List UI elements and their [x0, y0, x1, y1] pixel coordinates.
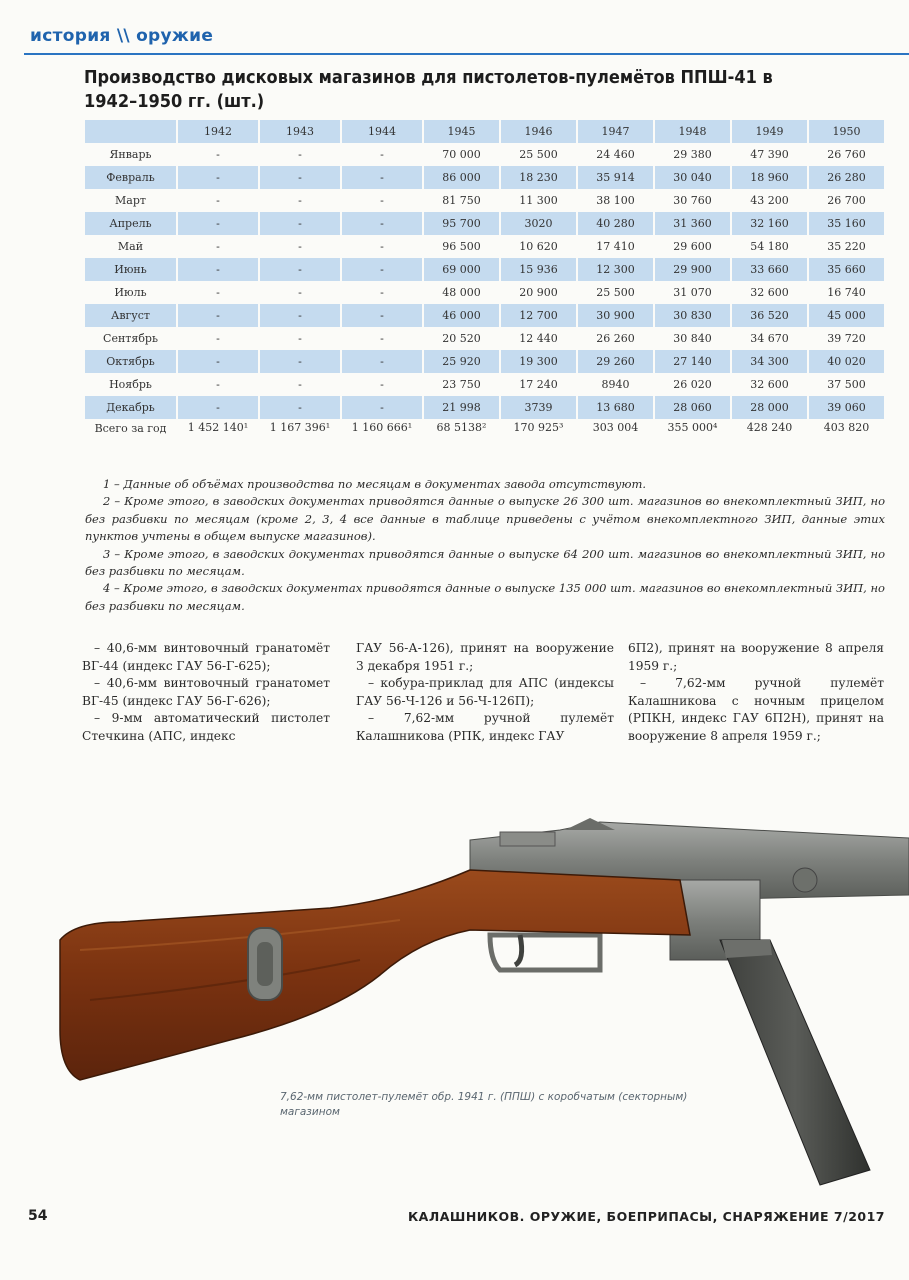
table-cell: - — [259, 396, 341, 419]
table-cell: 27 140 — [654, 350, 731, 373]
total-label: Всего за год — [85, 419, 177, 457]
table-cell: 8940 — [577, 373, 654, 396]
table-row — [85, 258, 885, 281]
table-cell: - — [341, 373, 423, 396]
table-cell: 30 830 — [654, 304, 731, 327]
table-cell: 26 260 — [577, 327, 654, 350]
table-cell: 1 452 140¹ — [177, 419, 259, 457]
table-cell: 39 720 — [808, 327, 885, 350]
table-cell: 3020 — [500, 212, 577, 235]
table-cell: 428 240 — [731, 419, 808, 457]
table-cell: 81 750 — [423, 189, 500, 212]
table-cell: - — [259, 189, 341, 212]
table-cell: 35 660 — [808, 258, 885, 281]
table-cell: - — [341, 166, 423, 189]
table-cell: 43 200 — [731, 189, 808, 212]
table-cell: 95 700 — [423, 212, 500, 235]
table-cell: - — [259, 235, 341, 258]
footnote: 2 – Кроме этого, в заводских документах приводятся данные о выпуске 26 300 шт. магазинов во внекомплектный ЗИП, но без разбивки по месяцам (кроме 2, 3, 4 все данные в таблице приведены с учётом внекомплектного ЗИП, данные этих пунктов учтены в общем выпуске магазинов). — [85, 494, 885, 544]
table-cell: 26 020 — [654, 373, 731, 396]
table-cell: - — [341, 350, 423, 373]
table-cell: 18 960 — [731, 166, 808, 189]
list-item-continuation: 6П2), принят на вооружение 8 апреля 1959 г.; — [628, 641, 884, 673]
text-column-3 — [628, 640, 884, 745]
month-label: Июнь — [85, 258, 177, 281]
table-cell: 96 500 — [423, 235, 500, 258]
table-cell: 34 300 — [731, 350, 808, 373]
table-cell: 69 000 — [423, 258, 500, 281]
footnote: 4 – Кроме этого, в заводских документах приводятся данные о выпуске 135 000 шт. магазинов во внекомплектный ЗИП, но без разбивки по месяцам. — [85, 581, 885, 613]
table-cell: 25 920 — [423, 350, 500, 373]
month-label: Январь — [85, 143, 177, 166]
table-cell: 1 160 666¹ — [341, 419, 423, 457]
table-cell: 34 670 — [731, 327, 808, 350]
total-row — [85, 419, 885, 457]
table-cell: 31 070 — [654, 281, 731, 304]
year-header: 1949 — [731, 120, 808, 143]
table-row — [85, 327, 885, 350]
month-label: Май — [85, 235, 177, 258]
year-header: 1950 — [808, 120, 885, 143]
year-header: 1948 — [654, 120, 731, 143]
table-cell: - — [177, 327, 259, 350]
table-cell: 23 750 — [423, 373, 500, 396]
month-label: Апрель — [85, 212, 177, 235]
photo-caption: 7,62-мм пистолет-пулемёт обр. 1941 г. (ППШ) с коробчатым (секторным) магазином — [280, 1091, 688, 1118]
footnotes — [85, 476, 885, 615]
year-header: 1943 — [259, 120, 341, 143]
table-cell: 25 500 — [577, 281, 654, 304]
table-cell: 20 900 — [500, 281, 577, 304]
table-cell: 70 000 — [423, 143, 500, 166]
table-row — [85, 235, 885, 258]
table-cell: - — [259, 166, 341, 189]
table-cell: 12 440 — [500, 327, 577, 350]
table-cell: 26 760 — [808, 143, 885, 166]
table-cell: - — [177, 166, 259, 189]
table-cell: 19 300 — [500, 350, 577, 373]
table-cell: 40 280 — [577, 212, 654, 235]
year-header: 1944 — [341, 120, 423, 143]
table-cell: 32 160 — [731, 212, 808, 235]
table-cell: - — [259, 304, 341, 327]
year-header: 1947 — [577, 120, 654, 143]
text-column-2 — [356, 640, 614, 745]
table-cell: 24 460 — [577, 143, 654, 166]
header-rule — [24, 53, 909, 55]
table-cell: 30 900 — [577, 304, 654, 327]
table-cell: 1 167 396¹ — [259, 419, 341, 457]
month-label: Октябрь — [85, 350, 177, 373]
table-cell: 31 360 — [654, 212, 731, 235]
table-cell: 33 660 — [731, 258, 808, 281]
list-item: – 7,62-мм ручной пулемёт Калашникова (РПК, индекс ГАУ — [356, 711, 614, 743]
table-cell: - — [177, 235, 259, 258]
table-cell: 10 620 — [500, 235, 577, 258]
table-cell: - — [177, 258, 259, 281]
list-item: – 7,62-мм ручной пулемёт Калашникова с ночным прицелом (РПКН, индекс ГАУ 6П2Н), принят на вооружение 8 апреля 1959 г.; — [628, 676, 884, 743]
table-cell: - — [341, 143, 423, 166]
footnote: 3 – Кроме этого, в заводских документах приводятся данные о выпуске 64 200 шт. магазинов во внекомплектный ЗИП, но без разбивки по месяцам. — [85, 546, 885, 579]
list-item: – кобура-приклад для АПС (индексы ГАУ 56-Ч-126 и 56-Ч-126П); — [356, 676, 614, 708]
table-cell: 25 500 — [500, 143, 577, 166]
text-column-1 — [82, 640, 330, 745]
table-cell: - — [259, 212, 341, 235]
table-cell: - — [177, 189, 259, 212]
table-cell: 30 760 — [654, 189, 731, 212]
table-cell: 303 004 — [577, 419, 654, 457]
table-cell: - — [341, 327, 423, 350]
table-cell: 17 410 — [577, 235, 654, 258]
table-cell: 32 600 — [731, 373, 808, 396]
table-cell: - — [341, 281, 423, 304]
table-cell: 29 260 — [577, 350, 654, 373]
year-header: 1942 — [177, 120, 259, 143]
table-cell: 12 300 — [577, 258, 654, 281]
table-cell: - — [259, 281, 341, 304]
table-cell: 39 060 — [808, 396, 885, 419]
table-cell: - — [341, 396, 423, 419]
table-cell: 28 060 — [654, 396, 731, 419]
list-item: – 9-мм автоматический пистолет Стечкина (АПС, индекс — [82, 711, 330, 743]
table-cell: 35 914 — [577, 166, 654, 189]
table-cell: 13 680 — [577, 396, 654, 419]
table-cell: 48 000 — [423, 281, 500, 304]
table-cell: - — [177, 396, 259, 419]
table-cell: 403 820 — [808, 419, 885, 457]
table-cell: - — [177, 143, 259, 166]
table-cell: 40 020 — [808, 350, 885, 373]
table-cell: 54 180 — [731, 235, 808, 258]
month-label: Февраль — [85, 166, 177, 189]
table-row — [85, 396, 885, 419]
table-cell: - — [341, 235, 423, 258]
table-cell: - — [177, 281, 259, 304]
table-cell: 30 040 — [654, 166, 731, 189]
year-header: 1946 — [500, 120, 577, 143]
table-cell: 38 100 — [577, 189, 654, 212]
table-row — [85, 373, 885, 396]
table-cell: 35 160 — [808, 212, 885, 235]
table-cell: - — [177, 373, 259, 396]
table-cell: 29 380 — [654, 143, 731, 166]
table-row — [85, 281, 885, 304]
table-cell: 47 390 — [731, 143, 808, 166]
table-cell: 16 740 — [808, 281, 885, 304]
table-cell: - — [341, 189, 423, 212]
month-label: Июль — [85, 281, 177, 304]
table-body — [85, 143, 885, 457]
table-row — [85, 304, 885, 327]
table-cell: 3739 — [500, 396, 577, 419]
table-cell: 32 600 — [731, 281, 808, 304]
table-cell: 11 300 — [500, 189, 577, 212]
table-row — [85, 166, 885, 189]
table-cell: 68 5138² — [423, 419, 500, 457]
table-cell: 37 500 — [808, 373, 885, 396]
table-cell: 170 925³ — [500, 419, 577, 457]
ppsh-submachine-gun-photo — [0, 800, 909, 1200]
table-header-row — [85, 120, 885, 143]
table-row — [85, 189, 885, 212]
year-header: 1945 — [423, 120, 500, 143]
section-tag: история \\ оружие — [30, 26, 214, 46]
table-cell: 30 840 — [654, 327, 731, 350]
table-title: Производство дисковых магазинов для пистолетов-пулемётов ППШ-41 в 1942–1950 гг. (шт.) — [84, 67, 773, 112]
production-table — [85, 120, 886, 457]
magazine-title: КАЛАШНИКОВ. ОРУЖИЕ, БОЕПРИПАСЫ, СНАРЯЖЕНИЕ 7/2017 — [407, 1209, 885, 1224]
table-cell: 20 520 — [423, 327, 500, 350]
page-number: 54 — [28, 1208, 48, 1224]
month-label: Декабрь — [85, 396, 177, 419]
month-label: Август — [85, 304, 177, 327]
table-cell: 45 000 — [808, 304, 885, 327]
month-label: Март — [85, 189, 177, 212]
table-cell: - — [259, 373, 341, 396]
table-cell: 355 000⁴ — [654, 419, 731, 457]
list-item: – 40,6-мм винтовочный гранатомет ВГ-45 (индекс ГАУ 56-Г-626); — [82, 676, 330, 708]
table-cell: 12 700 — [500, 304, 577, 327]
table-cell: - — [341, 304, 423, 327]
table-cell: - — [259, 143, 341, 166]
list-item: – 40,6-мм винтовочный гранатомёт ВГ-44 (индекс ГАУ 56-Г-625); — [82, 641, 330, 673]
footnote: 1 – Данные об объёмах производства по месяцам в документах завода отсутствуют. — [103, 477, 647, 491]
table-cell: 26 700 — [808, 189, 885, 212]
table-cell: 28 000 — [731, 396, 808, 419]
list-item-continuation: ГАУ 56-А-126), принят на вооружение 3 декабря 1951 г.; — [356, 641, 614, 673]
table-cell: 29 600 — [654, 235, 731, 258]
table-cell: - — [177, 304, 259, 327]
table-cell: 15 936 — [500, 258, 577, 281]
table-row — [85, 212, 885, 235]
table-cell: 46 000 — [423, 304, 500, 327]
table-cell: - — [177, 350, 259, 373]
table-cell: 17 240 — [500, 373, 577, 396]
table-cell: 26 280 — [808, 166, 885, 189]
table-cell: - — [341, 212, 423, 235]
table-cell: - — [259, 258, 341, 281]
month-label: Ноябрь — [85, 373, 177, 396]
table-cell: 35 220 — [808, 235, 885, 258]
table-cell: - — [259, 350, 341, 373]
table-cell: 86 000 — [423, 166, 500, 189]
table-cell: 18 230 — [500, 166, 577, 189]
table-row — [85, 143, 885, 166]
table-cell: - — [177, 212, 259, 235]
table-cell: 29 900 — [654, 258, 731, 281]
table-cell: 21 998 — [423, 396, 500, 419]
table-row — [85, 350, 885, 373]
table-cell: 36 520 — [731, 304, 808, 327]
table-corner-cell — [85, 120, 177, 143]
month-label: Сентябрь — [85, 327, 177, 350]
table-cell: - — [259, 327, 341, 350]
table-cell: - — [341, 258, 423, 281]
